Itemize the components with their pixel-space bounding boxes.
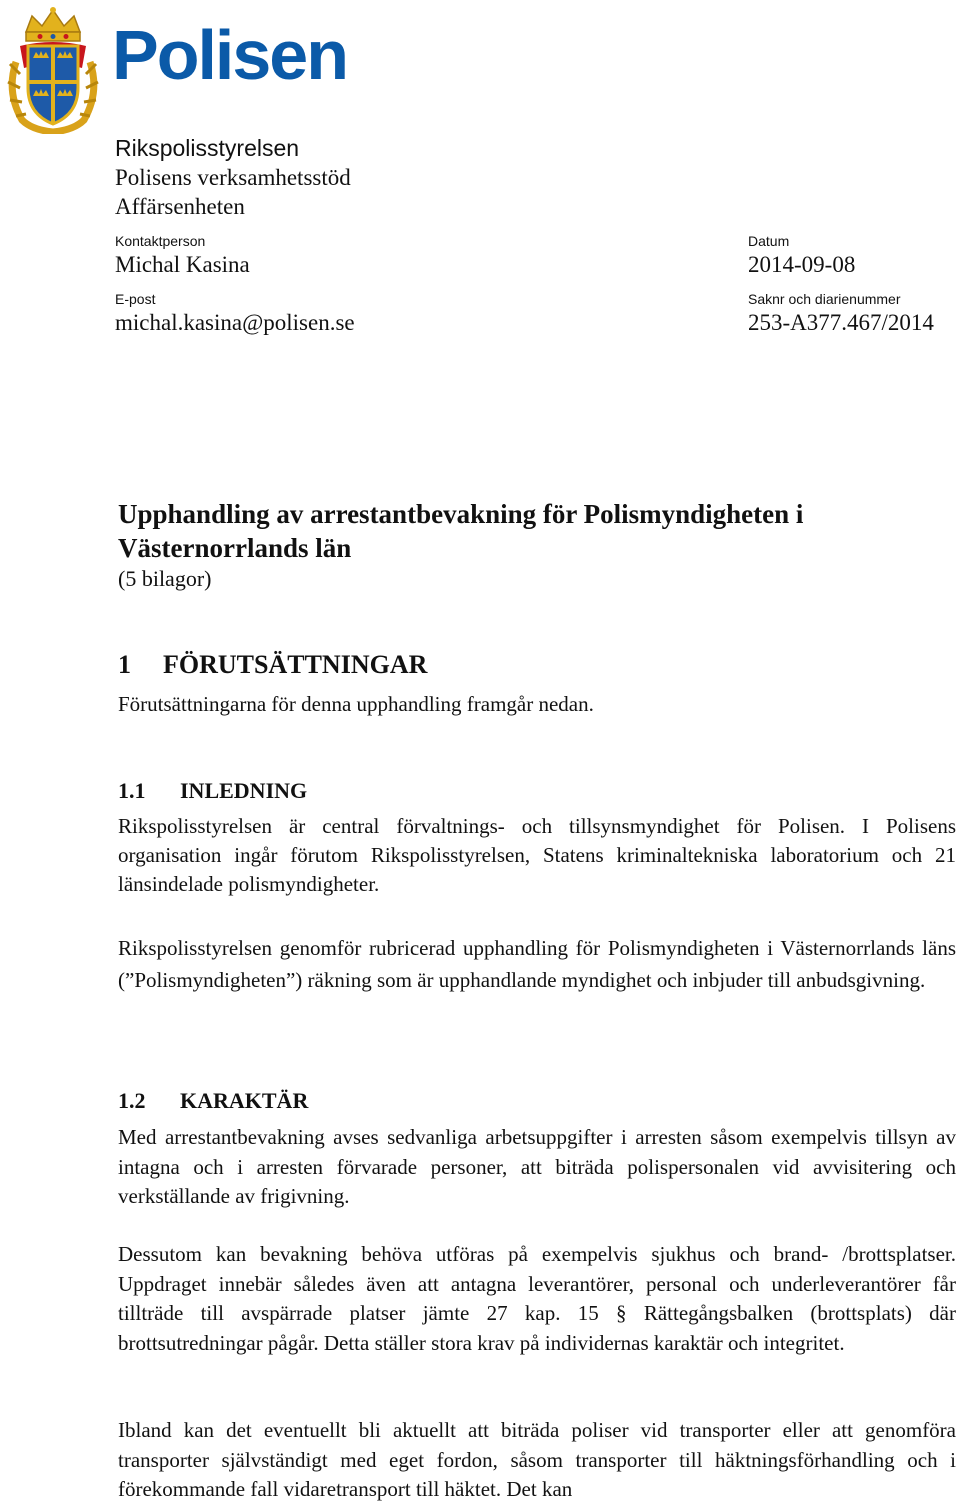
contact-value: Michal Kasina [115, 252, 250, 277]
reference-label: Saknr och diarienummer [748, 291, 901, 307]
email-label: E-post [115, 291, 156, 307]
section-1-text: Förutsättningarna för denna upphandling framgår nedan. [118, 692, 594, 716]
document-title-line-1: Upphandling av arrestantbevakning för Polismyndigheten i [118, 499, 804, 529]
paragraph: Rikspolisstyrelsen är central förvaltnings- och tillsynsmyndighet för Polisen. I Polisens organisation ingår förutom Rikspolisstyrelsen, Statens kriminaltekniska laboratorium och 21 länsindelade polismyndigheter. [118, 814, 956, 896]
section-1-1-heading [118, 777, 956, 805]
email-value: michal.kasina@polisen.se [115, 310, 355, 335]
section-title: KARAKTÄR [180, 1088, 309, 1113]
section-number: 1.2 [118, 1088, 146, 1113]
contact-label: Kontaktperson [115, 233, 206, 249]
org-line-2: Polisens verksamhetsstöd [115, 165, 351, 190]
document-title-line-2: Västernorrlands län [118, 533, 352, 563]
org-line-3: Affärsenheten [115, 194, 245, 219]
paragraph: Dessutom kan bevakning behöva utföras på exempelvis sjukhus och brand- /brottsplatser. Uppdraget innebär således även att antagna leverantörer, personal och underleverantörer får tillträde till avspärrade platser jämte 27 kap. 15 § Rättegångsbalken (brottsplats) där brottsutredningar pågår. Detta ställer stora krav på individernas karaktär och integritet. [118, 1242, 956, 1355]
section-title: FÖRUTSÄTTNINGAR [163, 650, 428, 679]
section-title: INLEDNING [180, 778, 308, 803]
paragraph: Rikspolisstyrelsen genomför rubricerad upphandling för Polismyndigheten i Västernorrlands läns (”Polismyndigheten”) räkning som är upphandlande myndighet och inbjuder till anbudsgivning. [118, 936, 956, 992]
reference-value: 253-A377.467/2014 [748, 310, 934, 335]
document-subtitle: (5 bilagor) [118, 566, 212, 591]
police-crest-icon [2, 2, 104, 134]
section-number: 1.1 [118, 778, 146, 803]
date-value: 2014-09-08 [748, 252, 856, 277]
section-1-heading [118, 650, 956, 680]
date-label: Datum [748, 233, 790, 249]
polisen-logo-text: Polisen [112, 16, 347, 94]
paragraph: Ibland kan det eventuellt bli aktuellt att biträda poliser vid transporter eller att genomföra transporter självständigt med eget fordon, såsom transporter till häktningsförhandling och i förekommande fall vidaretransport till häktet. Det kan [118, 1418, 956, 1501]
section-number: 1 [118, 650, 131, 679]
crown-icon [26, 7, 80, 41]
section-1-2-heading [118, 1087, 956, 1115]
paragraph: Med arrestantbevakning avses sedvanliga arbetsuppgifter i arresten såsom exempelvis tillsyn av intagna och i arresten förvarade personer, att biträda polispersonalen vid avvisitering och verkställande av frigivning. [118, 1125, 956, 1208]
org-line-1: Rikspolisstyrelsen [115, 135, 300, 161]
